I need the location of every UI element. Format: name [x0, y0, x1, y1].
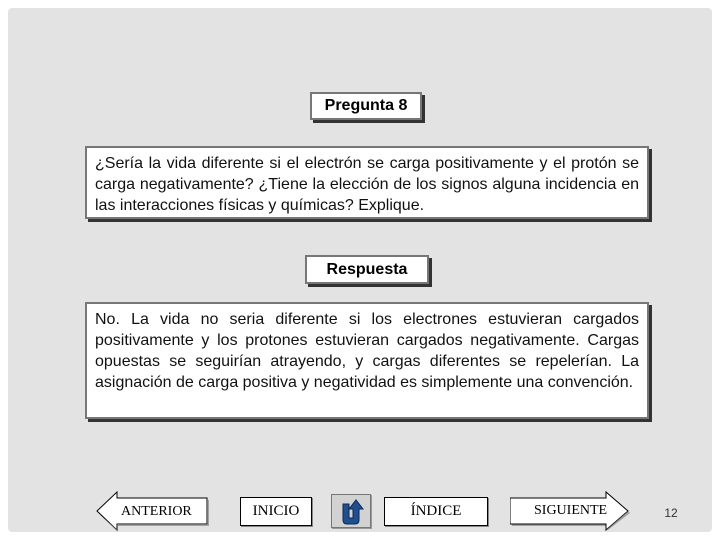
question-text: ¿Sería la vida diferente si el electrón se carga positivamente y el protón se carga negativamente? ¿Tiene la elección de los signos alguna incidencia en las interacciones físicas y químicas? Explique.: [85, 146, 649, 219]
page-number: 12: [664, 506, 678, 520]
home-button[interactable]: INICIO: [240, 497, 312, 526]
answer-text: No. La vida no seria diferente si los electrones estuvieran cargados positivamente y los protones estuvieran cargados negativamente. Cargas opuestas se seguirían atrayendo, y cargas diferentes se repelerían. La asignación de carga positiva y negatividad es simplemente una convención.: [85, 302, 649, 419]
previous-button-label: ANTERIOR: [121, 504, 192, 519]
question-title: Pregunta 8: [310, 92, 422, 120]
index-button[interactable]: ÍNDICE: [384, 497, 488, 526]
answer-title: Respuesta: [305, 255, 429, 284]
return-arrow-icon: [339, 498, 365, 526]
slide: [8, 8, 712, 532]
previous-button[interactable]: [95, 490, 211, 532]
next-button[interactable]: [510, 490, 632, 532]
next-button-label: SIGUIENTE: [534, 503, 608, 518]
return-button[interactable]: [331, 494, 371, 528]
